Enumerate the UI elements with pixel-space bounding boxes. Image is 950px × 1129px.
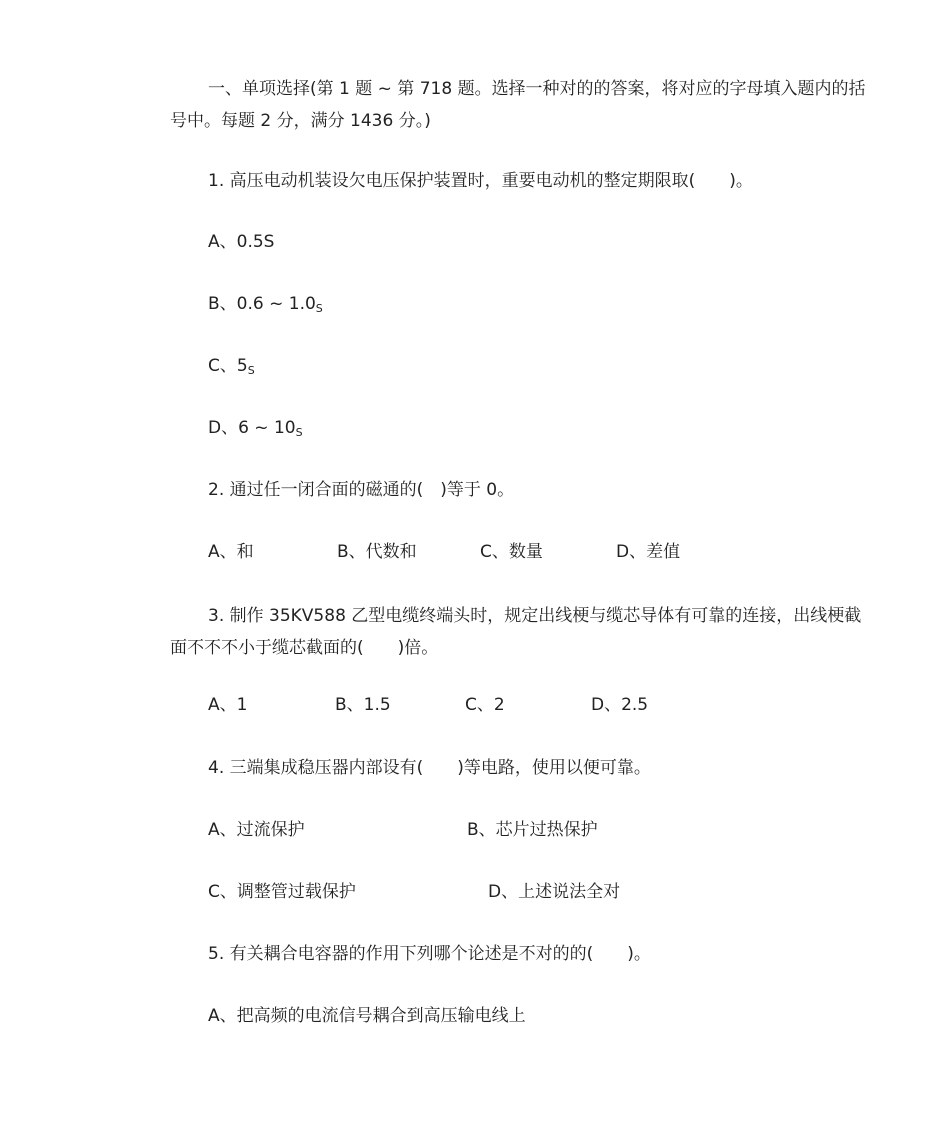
- question-3-stem: 3. 制作 35KV588 乙型电缆终端头时，规定出线梗与缆芯导体有可靠的连接，出线梗截面不不不小于缆芯截面的( )倍。: [170, 606, 862, 658]
- question-1-option-d: D、6 ~ $10_S$: [208, 418, 303, 439]
- question-2-option-c: C、数量: [480, 542, 543, 562]
- question-3-option-b: B、1.5: [335, 695, 391, 715]
- question-1-stem: 1. 高压电动机装设欠电压保护装置时，重要电动机的整定期限取( )。: [208, 171, 753, 191]
- question-2-option-a: A、和: [208, 542, 254, 562]
- question-4-option-b: B、芯片过热保护: [467, 820, 598, 840]
- question-4-stem: 4. 三端集成稳压器内部设有( )等电路，使用以便可靠。: [208, 758, 651, 778]
- question-3-option-d: D、2.5: [591, 695, 649, 715]
- question-1-option-a: A、0.5S: [208, 232, 275, 252]
- question-3-option-a: A、1: [208, 695, 248, 715]
- question-2-stem: 2. 通过任一闭合面的磁通的( )等于 0。: [208, 480, 515, 500]
- question-1-option-b: B、0.6 ~ $1.0_S$: [208, 294, 323, 315]
- question-5-stem: 5. 有关耦合电容器的作用下列哪个论述是不对的的( )。: [208, 944, 651, 964]
- question-5-option-a: A、把高频的电流信号耦合到高压输电线上: [208, 1006, 526, 1026]
- question-2-option-d: D、差值: [616, 542, 681, 562]
- section-heading: 一、单项选择(第 1 题 ~ 第 718 题。选择一种对的的答案，将对应的字母填入题内的括号中。每题 2 分，满分 1436 分。): [170, 79, 866, 131]
- question-1-option-c: C、$5_S$: [208, 356, 255, 377]
- question-4-option-d: D、上述说法全对: [488, 882, 621, 902]
- question-3-option-c: C、2: [465, 695, 505, 715]
- question-2-option-b: B、代数和: [337, 542, 417, 562]
- question-4-option-c: C、调整管过载保护: [208, 882, 356, 902]
- question-4-option-a: A、过流保护: [208, 820, 305, 840]
